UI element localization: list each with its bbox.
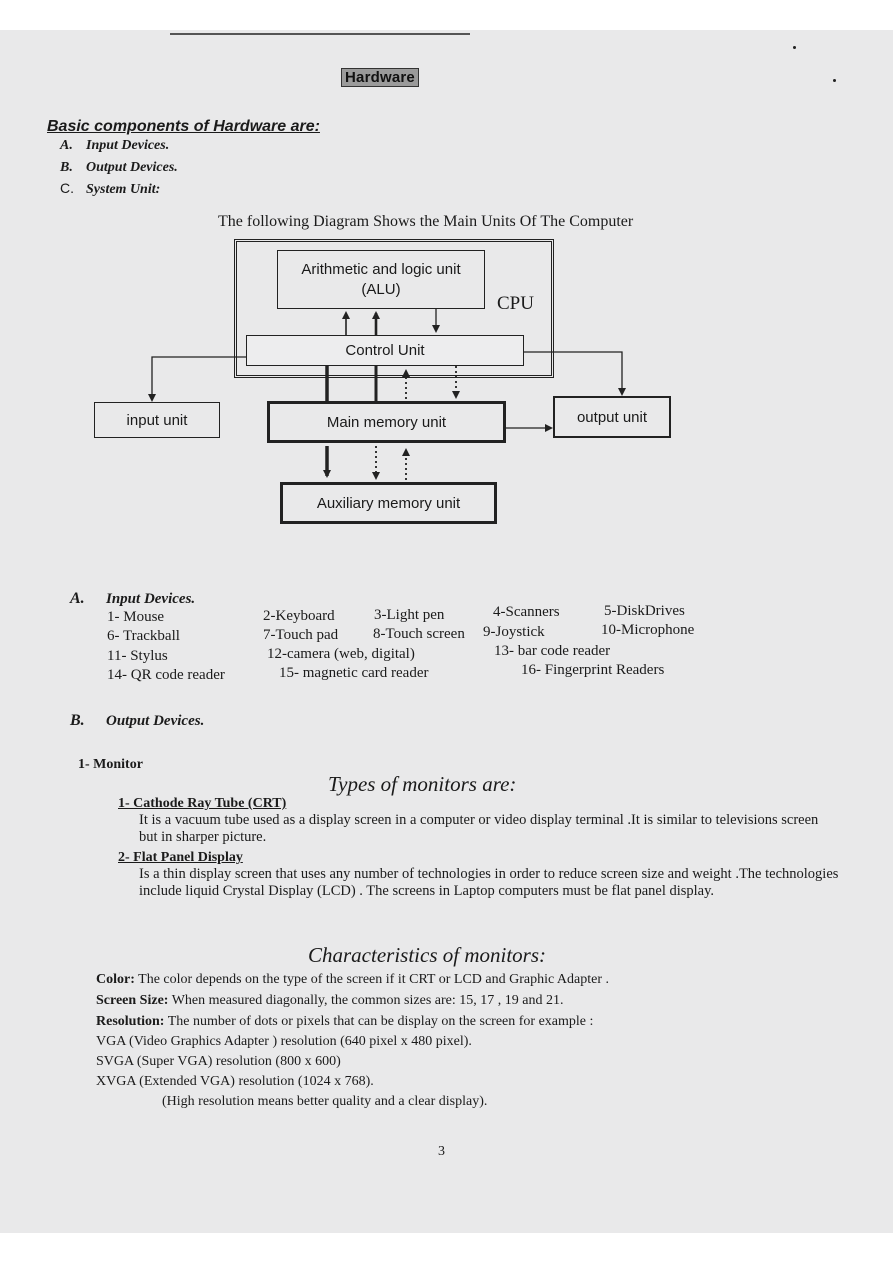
monitor-type-label: 2- Flat Panel Display — [118, 850, 243, 865]
output-unit-box: output unit — [553, 396, 671, 438]
device-item: 2-Keyboard — [263, 608, 335, 624]
output-devices-heading: B. Output Devices. — [70, 712, 205, 729]
characteristic-line: Resolution: The number of dots or pixels that can be display on the screen for example : — [96, 1014, 594, 1029]
resolution-note: (High resolution means better quality and a clear display). — [162, 1094, 488, 1109]
input-unit-box: input unit — [94, 402, 220, 438]
diagram-caption: The following Diagram Shows the Main Units Of The Computer — [218, 213, 634, 230]
alu-box: Arithmetic and logic unit (ALU) — [277, 250, 485, 309]
types-heading: Types of monitors are: — [328, 772, 517, 796]
device-item: 4-Scanners — [493, 604, 560, 620]
main-memory-box: Main memory unit — [267, 401, 506, 443]
input-devices-heading: A. Input Devices. — [70, 590, 196, 607]
component-item: A. Input Devices. — [60, 138, 170, 153]
resolution-line: VGA (Video Graphics Adapter ) resolution (640 pixel x 480 pixel). — [96, 1034, 472, 1049]
characteristic-line: Color: The color depends on the type of the screen if it CRT or LCD and Graphic Adapter . — [96, 972, 610, 987]
device-item: 16- Fingerprint Readers — [521, 662, 665, 678]
resolution-line: XVGA (Extended VGA) resolution (1024 x 768). — [96, 1074, 374, 1089]
component-item: C. System Unit: — [60, 180, 161, 197]
monitor-type-text: It is a vacuum tube used as a display screen in a computer or video display terminal .It is similar to televisions screen but in sharper picture. — [139, 812, 819, 845]
device-item: 5-DiskDrives — [604, 603, 685, 619]
component-item: B. Output Devices. — [60, 160, 178, 175]
device-item: 7-Touch pad — [263, 627, 339, 643]
control-unit-box: Control Unit — [246, 335, 524, 366]
device-item: 12-camera (web, digital) — [267, 646, 415, 662]
device-item: 8-Touch screen — [373, 626, 465, 642]
device-item: 15- magnetic card reader — [279, 665, 429, 681]
monitor-type-text: Is a thin display screen that uses any number of technologies in order to reduce screen size and weight .The technologies include liquid Crystal Display (LCD) . The screens in Laptop computers must be flat panel display. — [139, 866, 839, 899]
page-number: 3 — [438, 1144, 445, 1159]
device-item: 1- Mouse — [107, 609, 165, 625]
basic-heading: Basic components of Hardware are: — [47, 118, 320, 135]
device-item: 10-Microphone — [601, 622, 695, 638]
device-item: 13- bar code reader — [494, 643, 611, 659]
monitor-type-label: 1- Cathode Ray Tube (CRT) — [118, 796, 287, 811]
device-item: 9-Joystick — [483, 624, 545, 640]
device-item: 6- Trackball — [107, 628, 180, 644]
characteristics-heading: Characteristics of monitors: — [308, 943, 547, 967]
monitor-item: 1- Monitor — [78, 757, 143, 772]
device-item: 14- QR code reader — [107, 667, 225, 683]
device-item: 3-Light pen — [374, 607, 445, 623]
characteristic-line: Screen Size: When measured diagonally, the common sizes are: 15, 17 , 19 and 21. — [96, 993, 564, 1008]
auxiliary-memory-box: Auxiliary memory unit — [280, 482, 497, 524]
page-title: Hardware — [341, 68, 419, 87]
resolution-line: SVGA (Super VGA) resolution (800 x 600) — [96, 1054, 341, 1069]
cpu-label: CPU — [497, 293, 534, 314]
device-item: 11- Stylus — [107, 648, 168, 664]
